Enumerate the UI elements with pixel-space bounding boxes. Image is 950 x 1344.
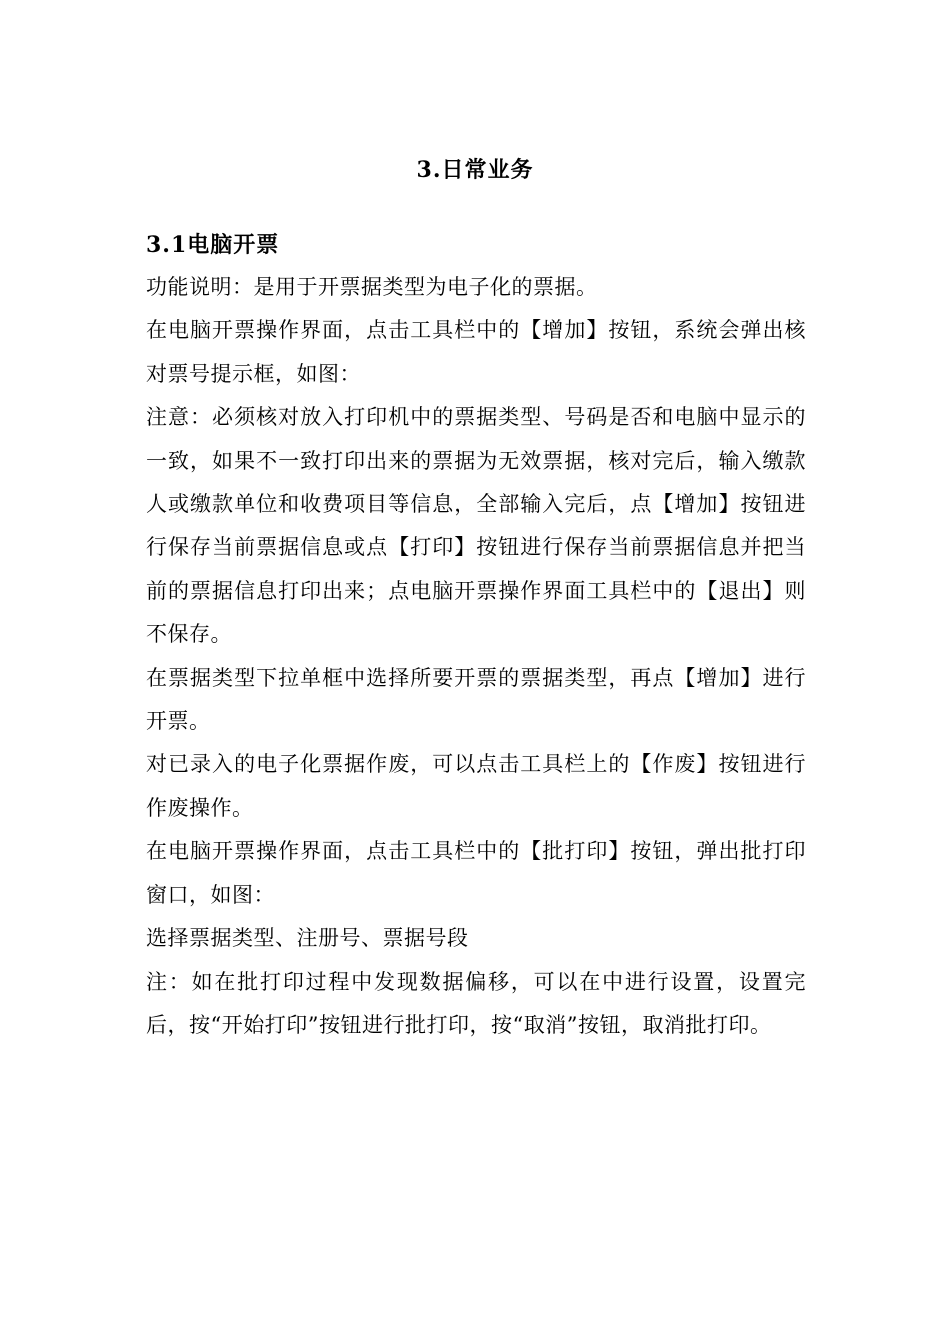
paragraph-note: 注：如在批打印过程中发现数据偏移，可以在中进行设置，设置完后，按“开始打印”按钮进行批打印，按“取消”按钮，取消批打印。 — [146, 969, 806, 1037]
paragraph-void: 对已录入的电子化票据作废，可以点击工具栏上的【作废】按钮进行作废操作。 — [146, 752, 806, 820]
document-body — [146, 224, 806, 1047]
chapter-title: 3.日常业务 — [416, 157, 534, 183]
paragraph-function-description: 功能说明：是用于开票据类型为电子化的票据。 — [146, 275, 598, 299]
paragraph-select-type: 在票据类型下拉单框中选择所要开票的票据类型，再点【增加】进行开票。 — [146, 665, 806, 734]
section-title: 3.1电脑开票 — [146, 232, 280, 258]
paragraph-select-fields: 选择票据类型、注册号、票据号段 — [146, 926, 469, 951]
paragraph-add-button: 在电脑开票操作界面，点击工具栏中的【增加】按钮，系统会弹出核对票号提示框，如图： — [146, 318, 806, 386]
paragraph-attention: 注意：必须核对放入打印机中的票据类型、号码是否和电脑中显示的一致，如果不一致打印出来的票据为无效票据，核对完后，输入缴款人或缴款单位和收费项目等信息，全部输入完后，点【增加】按钮进行保存当前票据信息或点【打印】按钮进行保存当前票据信息并把当前的票据信息打印出来；点电脑开票操作界面工具栏中的【退出】则不保存。 — [146, 405, 806, 647]
paragraph-batch-print: 在电脑开票操作界面，点击工具栏中的【批打印】按钮，弹出批打印窗口，如图： — [146, 839, 806, 907]
